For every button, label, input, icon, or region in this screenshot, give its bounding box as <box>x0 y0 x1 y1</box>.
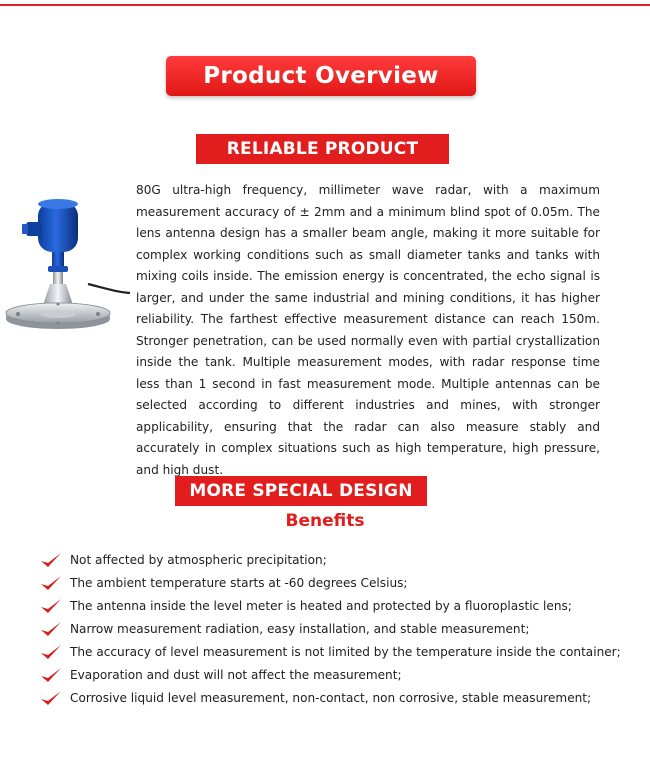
special-design-banner <box>175 476 427 506</box>
check-icon <box>40 690 62 708</box>
reliable-product-banner <box>196 134 449 164</box>
benefit-text: Narrow measurement radiation, easy installation, and stable measurement; <box>70 622 530 636</box>
benefit-text: Not affected by atmospheric precipitation; <box>70 553 327 567</box>
benefit-item <box>40 664 630 687</box>
benefit-text: The antenna inside the level meter is heated and protected by a fluoroplastic lens; <box>70 599 572 613</box>
benefit-item <box>40 549 630 572</box>
check-icon <box>40 621 62 639</box>
special-design-heading: MORE SPECIAL DESIGN <box>189 481 413 501</box>
benefit-list <box>40 549 630 710</box>
benefit-text: The ambient temperature starts at -60 degrees Celsius; <box>70 576 408 590</box>
reliable-product-heading: RELIABLE PRODUCT <box>226 139 419 159</box>
benefit-text: Evaporation and dust will not affect the measurement; <box>70 668 402 682</box>
check-icon <box>40 575 62 593</box>
benefit-text: Corrosive liquid level measurement, non-contact, non corrosive, stable measurement; <box>70 691 592 705</box>
benefit-item <box>40 595 630 618</box>
benefit-item <box>40 641 630 664</box>
product-description: 80G ultra-high frequency, millimeter wave radar, with a maximum measurement accuracy of ± 2mm and a minimum blind spot of 0.05m. The lens antenna design has a smaller beam angle, making it more suitable for complex working conditions such as small diameter tanks and tanks with mixing coils inside. The emission energy is concentrated, the echo signal is larger, and under the same industrial and mining conditions, it has higher reliability. The farthest effective measurement distance can reach 150m. Stronger penetration, can be used normally even with partial crystallization inside the tank. Multiple measurement modes, with radar response time less than 1 second in fast measurement mode. Multiple antennas can be selected according to different industries and mines, with stronger applicability, ensuring that the radar can also measure stably and accurately in complex situations such as high temperature, high pressure, and high dust. <box>136 183 600 477</box>
benefit-item <box>40 618 630 641</box>
page-title: Product Overview <box>203 63 439 89</box>
benefit-text: The accuracy of level measurement is not limited by the temperature inside the container; <box>70 645 621 659</box>
check-icon <box>40 552 62 570</box>
check-icon <box>40 644 62 662</box>
check-icon <box>40 667 62 685</box>
page-title-banner <box>166 56 476 96</box>
benefit-item <box>40 687 630 710</box>
benefit-item <box>40 572 630 595</box>
top-divider-line <box>0 4 650 6</box>
check-icon <box>40 598 62 616</box>
benefits-heading: Benefits <box>285 511 365 531</box>
radar-level-meter-image <box>4 196 132 348</box>
